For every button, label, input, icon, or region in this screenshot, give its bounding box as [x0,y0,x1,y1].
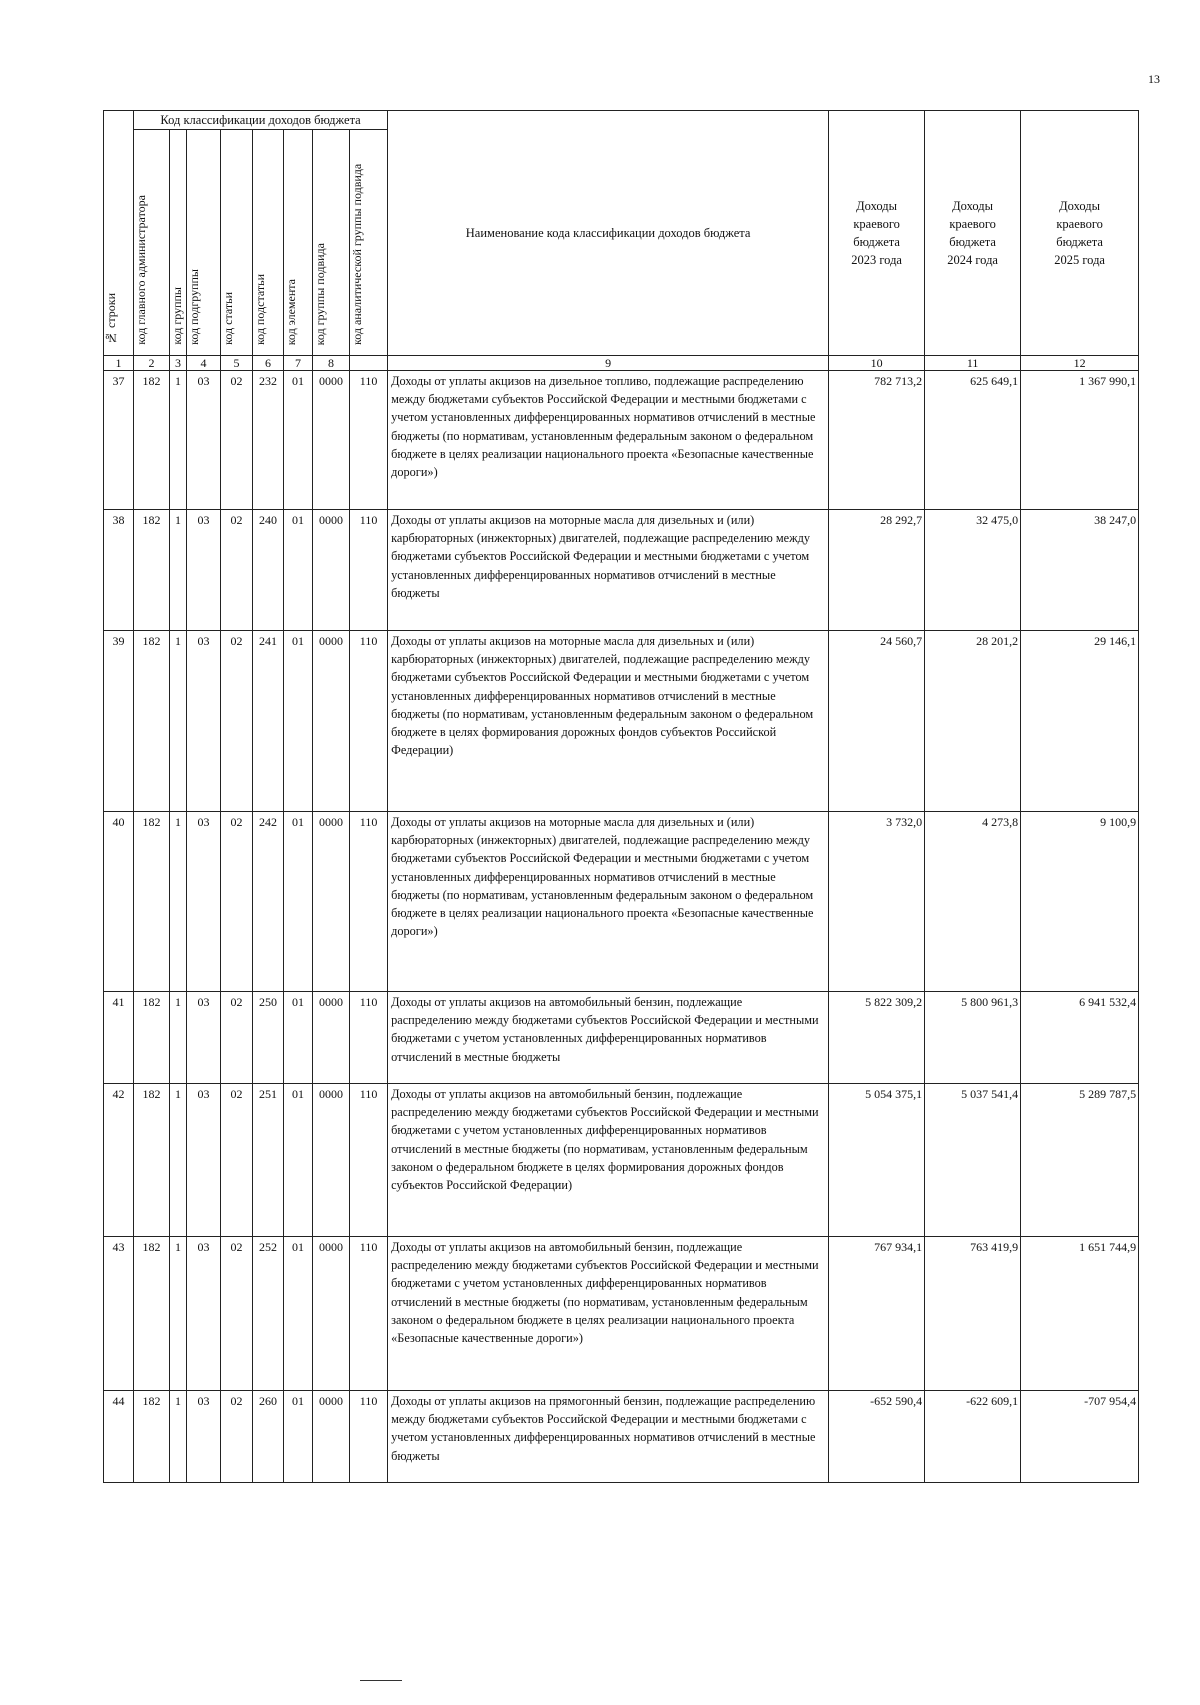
table-row [104,1391,1139,1483]
article-code: 02 [221,510,253,631]
analytic-group-code: 110 [350,371,388,510]
column-number: 10 [829,356,925,371]
subarticle-code-label: код подстатьи [253,273,267,345]
subarticle-code: 232 [253,371,284,510]
element-code: 01 [284,510,313,631]
subgroup-code: 03 [187,631,221,812]
column-number: 12 [1021,356,1139,371]
income-description: Доходы от уплаты акцизов на автомобильный бензин, подлежащие распределению между бюджетами субъектов Российской Федерации и местными бюджетами с учетом установленных дифференцированных нормативов отчислений в местные бюджеты (по нормативам, установленным федеральным законом о федеральном бюджете в целях формирования дорожных фондов субъектов Российской Федерации) [388,1084,829,1237]
year-2025-header [1021,111,1139,356]
amount-2024: 5 037 541,4 [925,1084,1021,1237]
subtype-group-code-header [313,130,350,356]
subgroup-code: 03 [187,1084,221,1237]
income-description: Доходы от уплаты акцизов на моторные масла для дизельных и (или) карбюраторных (инжекторных) двигателей, подлежащие распределению между бюджетами субъектов Российской Федерации и местными бюджетами с учетом установленных дифференцированных нормативов отчислений в местные бюджеты (по нормативам, установленным федеральным законом о федеральном бюджете в целях формирования дорожных фондов субъектов Российской Федерации) [388,631,829,812]
subarticle-code: 252 [253,1237,284,1391]
group-code: 1 [170,992,187,1084]
subarticle-code: 240 [253,510,284,631]
year-2025-line-3: бюджета [1056,235,1103,249]
year-2023-line-3: бюджета [853,235,900,249]
column-number: 8 [313,356,350,371]
analytic-group-code-label: код аналитической группы подвида [350,163,364,345]
subgroup-code: 03 [187,1391,221,1483]
income-description: Доходы от уплаты акцизов на моторные масла для дизельных и (или) карбюраторных (инжекторных) двигателей, подлежащие распределению между бюджетами субъектов Российской Федерации и местными бюджетами с учетом установленных дифференцированных нормативов отчислений в местные бюджеты (по нормативам, установленным федеральным законом о федеральном бюджете в целях реализации национального проекта «Безопасные качественные дороги») [388,812,829,992]
article-code: 02 [221,992,253,1084]
row-number-label: № строки [104,293,118,345]
subtype-group-code-label: код группы подвида [313,242,327,345]
column-number: 2 [134,356,170,371]
amount-2023: 3 732,0 [829,812,925,992]
subtype-group-code: 0000 [313,1391,350,1483]
table-row [104,631,1139,812]
subarticle-code: 242 [253,812,284,992]
row-number: 38 [104,510,134,631]
income-description: Доходы от уплаты акцизов на автомобильный бензин, подлежащие распределению между бюджетами субъектов Российской Федерации и местными бюджетами с учетом установленных дифференцированных нормативов отчислений в местные бюджеты [388,992,829,1084]
subtype-group-code: 0000 [313,371,350,510]
article-code-label: код статьи [221,292,235,345]
amount-2025: 29 146,1 [1021,631,1139,812]
year-2024-line-3: бюджета [949,235,996,249]
year-2025-line-4: 2025 года [1054,253,1105,267]
column-number: 6 [253,356,284,371]
admin-code: 182 [134,631,170,812]
amount-2024: -622 609,1 [925,1391,1021,1483]
year-2024-line-1: Доходы [952,199,994,213]
group-code-label: код группы [170,287,184,345]
row-number: 42 [104,1084,134,1237]
column-number [350,356,388,371]
column-number: 7 [284,356,313,371]
amount-2024: 4 273,8 [925,812,1021,992]
amount-2025: 1 651 744,9 [1021,1237,1139,1391]
year-2023-header [829,111,925,356]
amount-2025: 38 247,0 [1021,510,1139,631]
group-code: 1 [170,631,187,812]
amount-2024: 625 649,1 [925,371,1021,510]
subtype-group-code: 0000 [313,1237,350,1391]
admin-code-label: код главного администратора [134,195,148,345]
group-code: 1 [170,1237,187,1391]
income-description: Доходы от уплаты акцизов на моторные масла для дизельных и (или) карбюраторных (инжекторных) двигателей, подлежащие распределению между бюджетами субъектов Российской Федерации и местными бюджетами с учетом установленных дифференцированных нормативов отчислений в местные бюджеты [388,510,829,631]
row-number: 44 [104,1391,134,1483]
income-description: Доходы от уплаты акцизов на автомобильный бензин, подлежащие распределению между бюджетами субъектов Российской Федерации и местными бюджетами с учетом установленных дифференцированных нормативов отчислений в местные бюджеты (по нормативам, установленным федеральным законом о федеральном бюджете в целях реализации национального проекта «Безопасные качественные дороги») [388,1237,829,1391]
amount-2023: 24 560,7 [829,631,925,812]
element-code: 01 [284,1391,313,1483]
amount-2024: 763 419,9 [925,1237,1021,1391]
income-description: Доходы от уплаты акцизов на прямогонный бензин, подлежащие распределению между бюджетами субъектов Российской Федерации и местными бюджетами с учетом установленных дифференцированных нормативов отчислений в местные бюджеты [388,1391,829,1483]
element-code: 01 [284,631,313,812]
article-code: 02 [221,371,253,510]
article-code: 02 [221,1391,253,1483]
column-number: 3 [170,356,187,371]
article-code: 02 [221,1237,253,1391]
group-code: 1 [170,1391,187,1483]
amount-2023: 5 822 309,2 [829,992,925,1084]
subtype-group-code: 0000 [313,631,350,812]
table-body [104,371,1139,1483]
analytic-group-code: 110 [350,1391,388,1483]
amount-2024: 32 475,0 [925,510,1021,631]
subarticle-code: 241 [253,631,284,812]
analytic-group-code: 110 [350,510,388,631]
amount-2023: 767 934,1 [829,1237,925,1391]
amount-2023: -652 590,4 [829,1391,925,1483]
group-code: 1 [170,812,187,992]
analytic-group-code: 110 [350,1084,388,1237]
analytic-group-code: 110 [350,992,388,1084]
analytic-group-code: 110 [350,1237,388,1391]
subgroup-code: 03 [187,812,221,992]
subtype-group-code: 0000 [313,812,350,992]
element-code-label: код элемента [284,278,298,345]
article-code: 02 [221,1084,253,1237]
subarticle-code: 250 [253,992,284,1084]
amount-2024: 5 800 961,3 [925,992,1021,1084]
element-code: 01 [284,1237,313,1391]
amount-2023: 28 292,7 [829,510,925,631]
subgroup-code-label: код подгруппы [187,269,201,345]
admin-code: 182 [134,371,170,510]
amount-2023: 5 054 375,1 [829,1084,925,1237]
admin-code: 182 [134,1391,170,1483]
subarticle-code-header [253,130,284,356]
column-numbers-row [104,356,1139,371]
year-2025-line-1: Доходы [1059,199,1101,213]
subgroup-code-header [187,130,221,356]
amount-2025: 6 941 532,4 [1021,992,1139,1084]
article-code-header [221,130,253,356]
subtype-group-code: 0000 [313,1084,350,1237]
row-number: 43 [104,1237,134,1391]
column-number: 4 [187,356,221,371]
amount-2023: 782 713,2 [829,371,925,510]
analytic-group-code: 110 [350,812,388,992]
article-code: 02 [221,812,253,992]
element-code: 01 [284,371,313,510]
table-row [104,1084,1139,1237]
group-code: 1 [170,510,187,631]
year-2023-line-4: 2023 года [851,253,902,267]
year-2025-line-2: краевого [1056,217,1103,231]
group-code: 1 [170,371,187,510]
column-number: 1 [104,356,134,371]
amount-2025: 9 100,9 [1021,812,1139,992]
element-code: 01 [284,992,313,1084]
revenue-classification-table [103,110,1139,1483]
table-row [104,812,1139,992]
subgroup-code: 03 [187,992,221,1084]
admin-code: 182 [134,1084,170,1237]
year-2024-line-2: краевого [949,217,996,231]
subgroup-code: 03 [187,371,221,510]
subgroup-code: 03 [187,1237,221,1391]
year-2024-header [925,111,1021,356]
page-number: 13 [1148,72,1160,86]
admin-code-header [134,130,170,356]
group-code-header [170,130,187,356]
analytic-group-code: 110 [350,631,388,812]
row-number: 40 [104,812,134,992]
income-description: Доходы от уплаты акцизов на дизельное топливо, подлежащие распределению между бюджетами субъектов Российской Федерации и местными бюджетами с учетом установленных дифференцированных нормативов отчислений в местные бюджеты (по нормативам, установленным федеральным законом о федеральном бюджете в целях реализации национального проекта «Безопасные качественные дороги») [388,371,829,510]
amount-2025: -707 954,4 [1021,1391,1139,1483]
element-code-header [284,130,313,356]
table-header [104,111,1139,371]
year-2024-line-4: 2024 года [947,253,998,267]
analytic-group-code-header [350,130,388,356]
subtype-group-code: 0000 [313,992,350,1084]
name-column-header: Наименование кода классификации доходов бюджета [388,111,829,356]
admin-code: 182 [134,812,170,992]
table-row [104,992,1139,1084]
group-code: 1 [170,1084,187,1237]
amount-2024: 28 201,2 [925,631,1021,812]
row-number: 41 [104,992,134,1084]
subarticle-code: 251 [253,1084,284,1237]
element-code: 01 [284,1084,313,1237]
year-2023-line-1: Доходы [856,199,898,213]
subtype-group-code: 0000 [313,510,350,631]
column-number: 5 [221,356,253,371]
row-number-header [104,111,134,356]
amount-2025: 1 367 990,1 [1021,371,1139,510]
subgroup-code: 03 [187,510,221,631]
admin-code: 182 [134,1237,170,1391]
admin-code: 182 [134,992,170,1084]
classification-code-group-header: Код классификации доходов бюджета [134,111,388,130]
column-number: 11 [925,356,1021,371]
article-code: 02 [221,631,253,812]
table-row [104,371,1139,510]
table-row [104,1237,1139,1391]
subarticle-code: 260 [253,1391,284,1483]
row-number: 39 [104,631,134,812]
year-2023-line-2: краевого [853,217,900,231]
row-number: 37 [104,371,134,510]
amount-2025: 5 289 787,5 [1021,1084,1139,1237]
element-code: 01 [284,812,313,992]
footer-rule [360,1680,402,1681]
column-number: 9 [388,356,829,371]
admin-code: 182 [134,510,170,631]
table-row [104,510,1139,631]
